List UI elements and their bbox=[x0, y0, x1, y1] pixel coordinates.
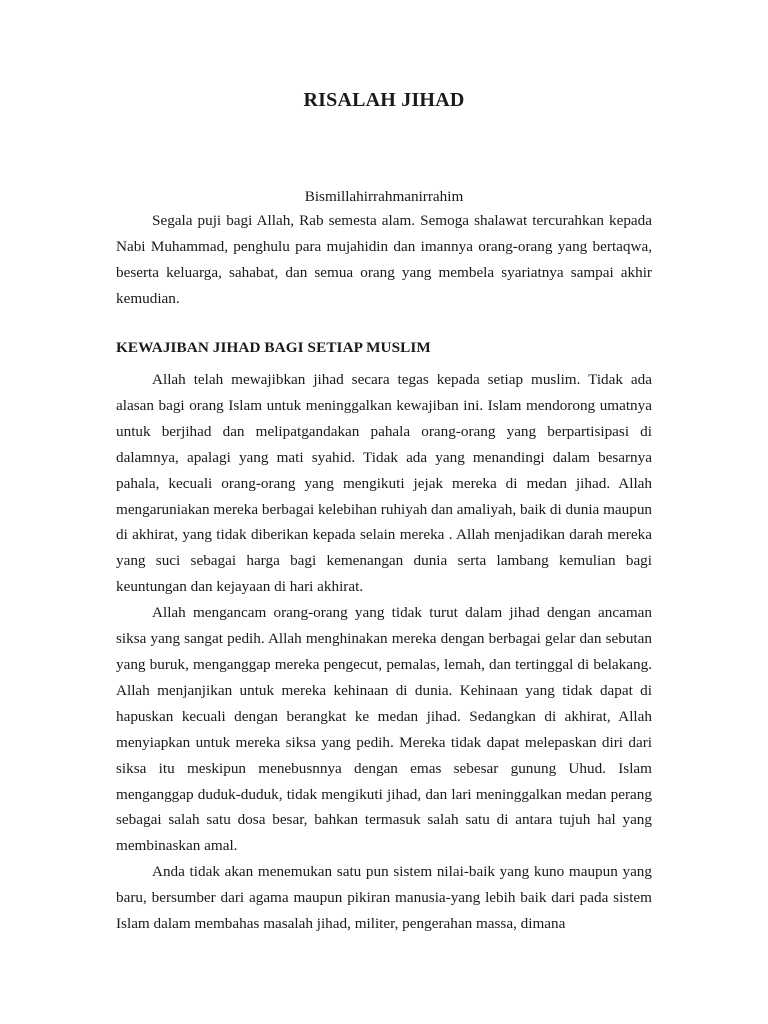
intro-paragraph: Segala puji bagi Allah, Rab semesta alam. Semoga shalawat tercurahkan kepada Nabi Muhammad, penghulu para mujahidin dan imannya orang-orang yang bertaqwa, beserta keluarga, sahabat, dan semua orang yang membela syariatnya sampai akhir kemudian. bbox=[116, 212, 652, 307]
paragraph-1: Allah telah mewajibkan jihad secara tegas kepada setiap muslim. Tidak ada alasan bagi orang Islam untuk meninggalkan kewajiban ini. Islam mendorong umatnya untuk berjihad dan melipatgandakan pahala orang-orang yang berpartisipasi di dalamnya, apalagi yang mati syahid. Tidak ada yang menandingi dalam besarnya pahala, kecuali orang-orang yang mengikuti jejak mereka di medan jihad. Allah mengaruniakan mereka berbagai kelebihan ruhiyah dan amaliyah, baik di dunia maupun di akhirat, yang tidak diberikan kepada selain mereka . Allah menjadikan darah mereka yang suci sebagai harga bagi kemenangan dunia serta lambang kemulian bagi keuntungan dan kejayaan di hari akhirat. bbox=[116, 371, 653, 596]
intro-section bbox=[116, 208, 652, 312]
paragraph-3: Anda tidak akan menemukan satu pun sistem nilai-baik yang kuno maupun yang baru, bersumber dari agama maupun pikiran manusia-yang lebih baik dari pada sistem Islam dalam membahas masalah jihad, militer, pengerahan massa, dimana bbox=[116, 863, 652, 933]
document-title: RISALAH JIHAD bbox=[303, 89, 465, 111]
section-heading: KEWAJIBAN JIHAD BAGI SETIAP MUSLIM bbox=[116, 339, 431, 356]
paragraph-2: Allah mengancam orang-orang yang tidak turut dalam jihad dengan ancaman siksa yang sangat pedih. Allah menghinakan mereka dengan berbagai gelar dan sebutan yang buruk, menganggap mereka pengecut, pemalas, lemah, dan tertinggal di belakang. Allah menjanjikan untuk mereka kehinaan di dunia. Kehinaan yang tidak dapat di hapuskan kecuali dengan berangkat ke medan jihad. Sedangkan di akhirat, Allah menyiapkan untuk mereka siksa yang pedih. Mereka tidak dapat melepaskan diri dari siksa itu meskipun menebusnnya dengan emas sebesar gunung Uhud. Islam menganggap duduk-duduk, tidak mengikuti jihad, dan lari meninggalkan medan perang sebagai salah satu dosa besar, bahkan termasuk salah satu di antara tujuh hal yang membinaskan amal. bbox=[116, 604, 652, 855]
main-section bbox=[116, 367, 652, 937]
basmalah-line: Bismillahirrahmanirrahim bbox=[304, 188, 464, 205]
